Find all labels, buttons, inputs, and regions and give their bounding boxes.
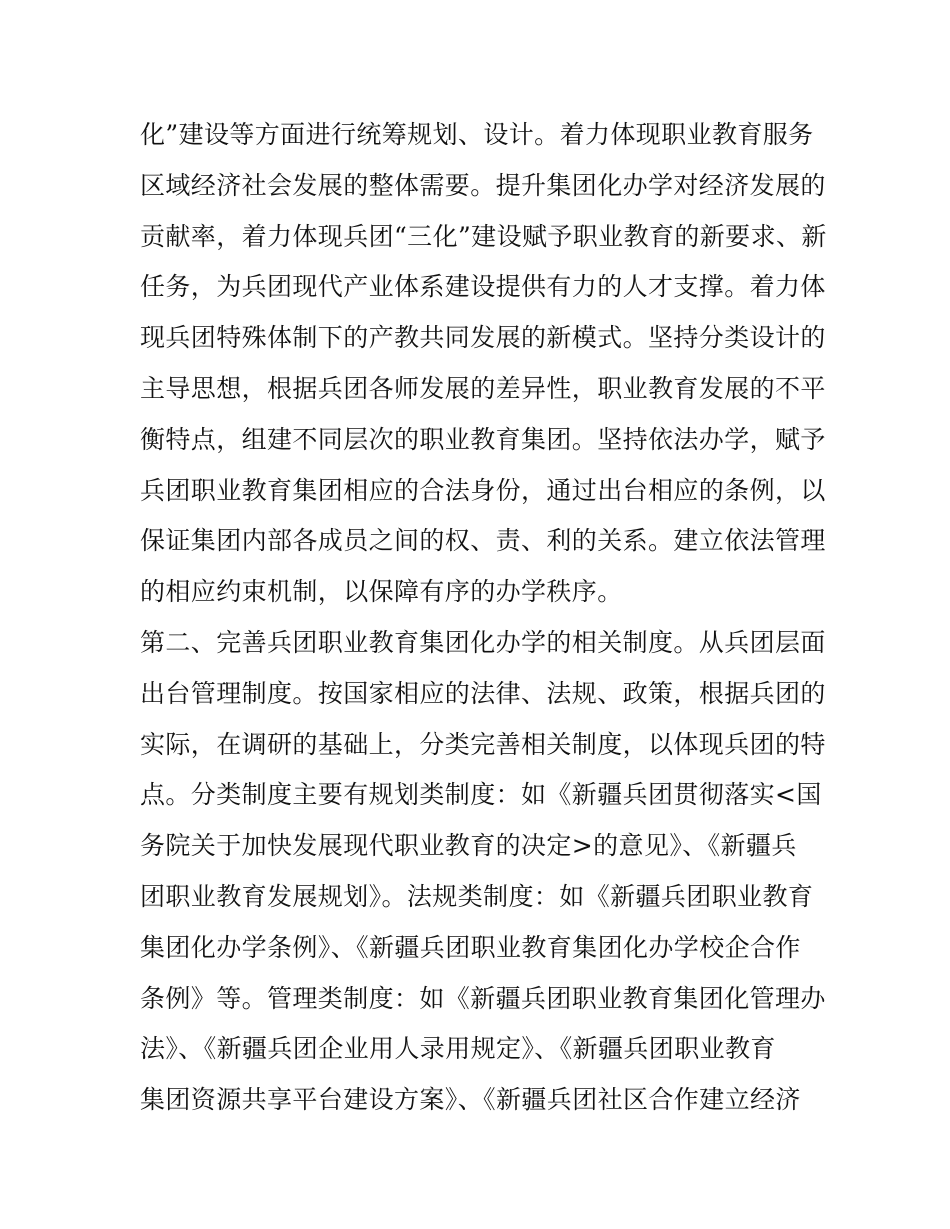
text-line-8: 兵团职业教育集团相应的合法身份，通过出台相应的条例，以 (140, 475, 826, 505)
body-text (140, 110, 827, 1126)
text-line-17: 集团化办学条例》、《新疆兵团职业教育集团化办学校企合作 (140, 932, 801, 962)
text-line-20: 集团资源共享平台建设方案》、《新疆兵团社区合作建立经济 (140, 1085, 801, 1115)
text-line-6: 主导思想，根据兵团各师发展的差异性，职业教育发展的不平 (140, 373, 826, 403)
text-line-9: 保证集团内部各成员之间的权、责、利的关系。建立依法管理 (140, 526, 826, 556)
text-line-5: 现兵团特殊体制下的产教共同发展的新模式。坚持分类设计的 (140, 323, 826, 353)
text-line-14: 点。分类制度主要有规划类制度：如《新疆兵团贯彻落实<国 (140, 780, 822, 810)
text-line-2: 区域经济社会发展的整体需要。提升集团化办学对经济发展的 (140, 170, 826, 200)
text-line-10: 的相应约束机制，以保障有序的办学秩序。 (140, 577, 623, 607)
text-line-19: 法》、《新疆兵团企业用人录用规定》、《新疆兵团职业教育 (140, 1034, 776, 1064)
text-line-7: 衡特点，组建不同层次的职业教育集团。坚持依法办学，赋予 (140, 424, 826, 454)
text-line-12: 出台管理制度。按国家相应的法律、法规、政策，根据兵团的 (140, 678, 826, 708)
text-line-11: 第二、完善兵团职业教育集团化办学的相关制度。从兵团层面 (140, 627, 826, 657)
text-line-1: 化”建设等方面进行统筹规划、设计。着力体现职业教育服务 (140, 120, 814, 149)
text-line-3: 贡献率，着力体现兵团“三化”建设赋予职业教育的新要求、新 (140, 221, 827, 251)
text-line-4: 任务，为兵团现代产业体系建设提供有力的人才支撑。着力体 (140, 272, 826, 302)
text-line-16: 团职业教育发展规划》。法规类制度：如《新疆兵团职业教育 (140, 881, 814, 911)
text-line-18: 条例》等。管理类制度：如《新疆兵团职业教育集团化管理办 (140, 983, 826, 1013)
text-line-15: 务院关于加快发展现代职业教育的决定>的意见》、《新疆兵 (140, 831, 797, 861)
text-line-13: 实际，在调研的基础上，分类完善相关制度，以体现兵团的特 (140, 729, 826, 759)
